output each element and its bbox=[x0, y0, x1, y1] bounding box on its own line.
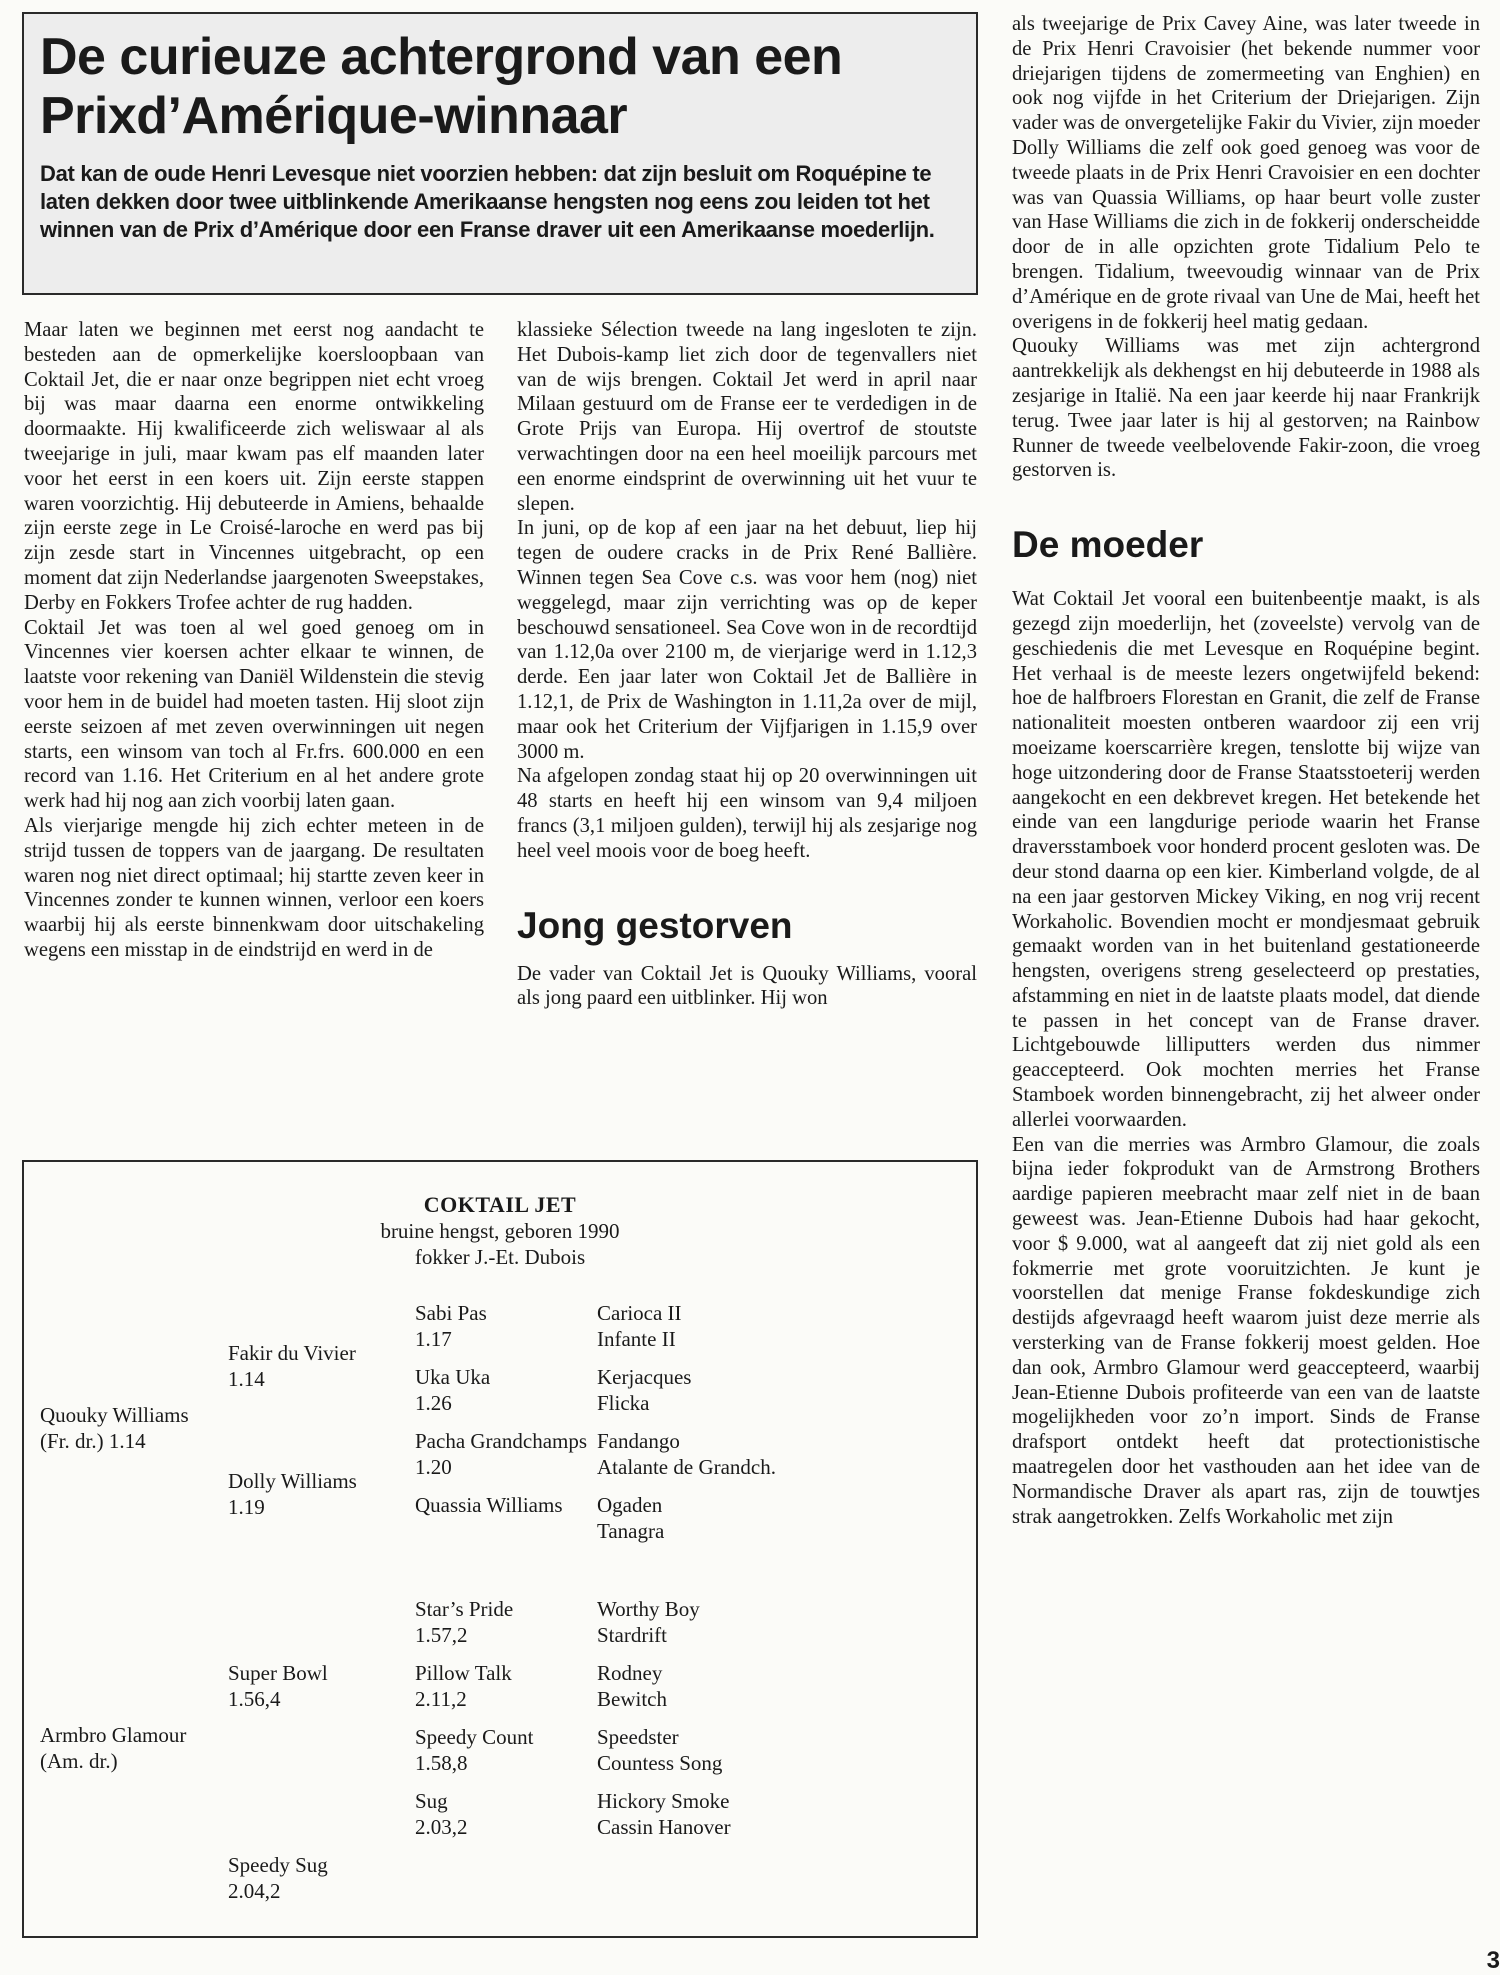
pedigree-name: Fakir du Vivier bbox=[228, 1341, 356, 1365]
pedigree-name: Fandango bbox=[597, 1429, 680, 1453]
paragraph: Quouky Williams was met zijn achtergrond aantrekkelijk als dekhengst en hij debuteerde in 1988 als zesjarige in Italië. Na een jaar keerde hij naar Frankrijk terug. Twee jaar later is hij al gestorven; na Rainbow Runner de tweede veelbelovende Fakir-zoon, die vroeg gestorven is. bbox=[1012, 335, 1480, 482]
pedigree-gen4-7 bbox=[597, 1724, 722, 1776]
pedigree-table bbox=[22, 1160, 978, 1938]
pedigree-name: Armbro Glamour bbox=[40, 1723, 187, 1747]
pedigree-gen4-4 bbox=[597, 1492, 664, 1544]
pedigree-name: Ogaden bbox=[597, 1493, 663, 1517]
pedigree-gen4-5 bbox=[597, 1596, 700, 1648]
pedigree-record: 1.56,4 bbox=[228, 1687, 281, 1711]
pedigree-record: 1.57,2 bbox=[415, 1623, 468, 1647]
pedigree-record: 1.17 bbox=[415, 1327, 452, 1351]
pedigree-name: Kerjacques bbox=[597, 1365, 692, 1389]
pedigree-name: Flicka bbox=[597, 1391, 650, 1415]
text-column-3 bbox=[1012, 12, 1480, 1962]
pedigree-header bbox=[24, 1192, 976, 1270]
pedigree-name: Pillow Talk bbox=[415, 1661, 512, 1685]
pedigree-name: Dolly Williams bbox=[228, 1469, 357, 1493]
pedigree-name: Rodney bbox=[597, 1661, 663, 1685]
pedigree-record: (Fr. dr.) 1.14 bbox=[40, 1429, 146, 1453]
paragraph: Maar laten we beginnen met eerst nog aandacht te besteden aan de opmerkelijke koersloopbaan van Coktail Jet, die er naar onze begrippen niet echt vroeg bij was maar daarna een enorme ontwikkeling doormaakte. Hij kwalificeerde zich weliswaar al als tweejarige in juli, maar kwam pas elf maanden later voor het eerst in een koers uit. Zijn eerste stappen waren voorzichtig. Hij debuteerde in Amiens, behaalde zijn eerste zege in Le Croisé-laroche en werd pas bij zijn zesde start in Vincennes uitgebracht, op een moment dat zijn Nederlandse jaargenoten Sweepstakes, Derby en Fokkers Trofee achter de rug hadden. bbox=[24, 319, 484, 614]
pedigree-gen3-4 bbox=[415, 1492, 563, 1518]
pedigree-gen4-2 bbox=[597, 1364, 691, 1416]
pedigree-record: 1.19 bbox=[228, 1495, 265, 1519]
pedigree-name: Pacha Grandchamps bbox=[415, 1429, 588, 1453]
pedigree-name: Cassin Hanover bbox=[597, 1815, 731, 1839]
pedigree-gen3-2 bbox=[415, 1364, 490, 1416]
section-heading: Jong gestorven bbox=[517, 904, 793, 946]
section-heading: De moeder bbox=[1012, 524, 1204, 566]
pedigree-record: 2.04,2 bbox=[228, 1879, 281, 1903]
pedigree-record: 2.11,2 bbox=[415, 1687, 467, 1711]
horse-breeder: fokker J.-Et. Dubois bbox=[414, 1245, 586, 1269]
article-intro: Dat kan de oude Henri Levesque niet voorzien hebben: dat zijn besluit om Roquépine te laten dekken door twee uitblinkende Amerikaanse hengsten nog eens zou leiden tot het winnen van de Prix d’Amérique door een Franse draver uit een Amerikaanse moederlijn. bbox=[40, 161, 935, 242]
pedigree-gen4-6 bbox=[597, 1660, 667, 1712]
pedigree-gen4-1 bbox=[597, 1300, 682, 1352]
text-column-2 bbox=[517, 318, 977, 1140]
paragraph: Na afgelopen zondag staat hij op 20 overwinningen uit 48 starts en heeft hij een winsom van 9,4 miljoen francs (3,1 miljoen gulden), terwijl hij als zesjarige nog heel veel moois voor de boeg heeft. bbox=[517, 765, 977, 862]
headline-box bbox=[22, 12, 978, 295]
pedigree-record: 1.26 bbox=[415, 1391, 452, 1415]
pedigree-gen2-3 bbox=[228, 1660, 328, 1712]
article-title: De curieuze achtergrond van een Prixd’Amérique-winnaar bbox=[40, 28, 843, 145]
paragraph: In juni, op de kop af een jaar na het debuut, liep hij tegen de oudere cracks in de Prix René Ballière. Winnen tegen Sea Cove c.s. was voor hem (nog) niet weggelegd, maar zijn verrichting was op de keper beschouwd sensationeel. Sea Cove won in de recordtijd van 1.12,0a over 2100 m, de vierjarige werd in 1.12,3 derde. Een jaar later won Coktail Jet de Ballière in 1.12,1, de Prix de Washington in 1.11,2a over de mijl, maar ook het Criterium der Vijfjarigen in 1.15,9 over 3000 m. bbox=[517, 517, 977, 763]
pedigree-name: Star’s Pride bbox=[415, 1597, 514, 1621]
pedigree-name: Speedy Sug bbox=[228, 1853, 328, 1877]
pedigree-sire bbox=[40, 1402, 189, 1454]
pedigree-record: 1.58,8 bbox=[415, 1751, 468, 1775]
pedigree-name: Uka Uka bbox=[415, 1365, 491, 1389]
page-number: 3 bbox=[1486, 1947, 1500, 1974]
pedigree-gen3-6 bbox=[415, 1660, 512, 1712]
paragraph: Coktail Jet was toen al wel goed genoeg om in Vincennes vier koersen achter elkaar te winnen, de laatste voor rekening van Daniël Wildenstein die stevig voor hem in de buidel had moeten tasten. Hij sloot zijn eerste seizoen af met zeven overwinningen uit negen starts, een winsom van toch al Fr.frs. 600.000 en een record van 1.16. Het Criterium en al het andere grote werk had hij nog aan zich voorbij laten gaan. bbox=[24, 616, 484, 813]
pedigree-name: Quassia Williams bbox=[415, 1493, 563, 1517]
pedigree-name: Speedy Count bbox=[415, 1725, 534, 1749]
pedigree-record: 2.03,2 bbox=[415, 1815, 468, 1839]
text-column-1 bbox=[24, 318, 484, 1140]
pedigree-name: Countess Song bbox=[597, 1751, 723, 1775]
horse-description: bruine hengst, geboren 1990 bbox=[380, 1219, 620, 1243]
paragraph: De vader van Coktail Jet is Quouky Williams, vooral als jong paard een uitblinker. Hij won bbox=[517, 962, 977, 1010]
pedigree-gen3-5 bbox=[415, 1596, 513, 1648]
pedigree-gen4-3 bbox=[597, 1428, 776, 1480]
horse-name: COKTAIL JET bbox=[423, 1192, 577, 1217]
pedigree-record: 1.20 bbox=[415, 1455, 452, 1479]
pedigree-name: Sabi Pas bbox=[415, 1301, 487, 1325]
pedigree-record: (Am. dr.) bbox=[40, 1749, 118, 1773]
pedigree-name: Carioca II bbox=[597, 1301, 682, 1325]
pedigree-gen4-8 bbox=[597, 1788, 731, 1840]
pedigree-gen2-4 bbox=[228, 1852, 328, 1904]
paragraph: klassieke Sélection tweede na lang ingesloten te zijn. Het Dubois-kamp liet zich door de tegenvallers niet van de wijs brengen. Coktail Jet werd in april naar Milaan gestuurd om de Franse eer te verdedigen in de Grote Prijs van Europa. Hij overtrof de stoutste verwachtingen door na een heel moeilijk parcours met een enorme eindsprint de overwinning uit het vuur te slepen. bbox=[517, 319, 977, 515]
pedigree-name: Sug bbox=[415, 1789, 448, 1813]
pedigree-name: Stardrift bbox=[597, 1623, 667, 1647]
pedigree-gen2-1 bbox=[228, 1340, 356, 1392]
paragraph: Wat Coktail Jet vooral een buitenbeentje maakt, is als gezegd zijn moederlijn, het (zoveelste) vervolg van de geschiedenis die met Levesque en Roquépine begint. Het verhaal is de meeste lezers ongetwijfeld bekend: hoe de halfbroers Florestan en Granit, die zelf de Franse nationaliteit moesten ontberen waardoor zij een vrij moeizame koerscarrière kregen, tenslotte bij wijze van hoge uitzondering door de Franse Staatsstoeterij werden aangekocht en een dekbrevet kregen. Het betekende het einde van een langdurige periode waarin het Franse draversstamboek voor honderd procent gesloten was. De deur stond daarna op een kier. Kimberland volgde, de al na een jaar gestorven Mickey Viking, en nog vrij recent Workaholic. Bovendien mocht er mondjesmaat gebruik gemaakt worden van in het buitenland gestationeerde hengsten, overigens streng geselecteerd op prestaties, afstamming en niet in de laatste plaats model, dat diende te passen in het concept van de Franse draver. Lichtgebouwde lilliputters werden dus nimmer geaccepteerd. Ook mochten merries het Franse Stamboek worden binnengebracht, zij het alweer onder allerlei voorwaarden. bbox=[1012, 588, 1480, 1131]
pedigree-name: Quouky Williams bbox=[40, 1403, 189, 1427]
paragraph: Een van die merries was Armbro Glamour, die zoals bijna ieder fokprodukt van de Armstrong Brothers aardige papieren meebracht maar zelf niet in de baan geweest was. Jean-Etienne Dubois had haar gekocht, voor $ 9.000, wat al aangeeft dat zij niet gold als een fokmerrie met grote vooruitzichten. Je kunt je voorstellen dat menige Franse fokdeskundige zich destijds afgevraagd heeft waarom juist deze merrie als versterking van de Franse fokkerij moest gelden. Hoe dan ook, Armbro Glamour werd geaccepteerd, waarbij Jean-Etienne Dubois profiteerde van een van de laatste mogelijkheden voor zo’n import. Sinds de Franse drafsport ontdekt heeft dat protectionistische maatregelen door het vasthouden aan het idee van de Normandische Draver als apart ras, zijn de touwtjes strak aangetrokken. Zelfs Workaholic met zijn bbox=[1012, 1133, 1480, 1528]
pedigree-gen3-8 bbox=[415, 1788, 468, 1840]
pedigree-name: Tanagra bbox=[597, 1519, 665, 1543]
pedigree-name: Hickory Smoke bbox=[597, 1789, 730, 1813]
pedigree-name: Speedster bbox=[597, 1725, 679, 1749]
pedigree-gen3-1 bbox=[415, 1300, 487, 1352]
paragraph: Als vierjarige mengde hij zich echter meteen in de strijd tussen de toppers van de jaargang. De resultaten waren nog niet direct optimaal; hij startte zeven keer in Vincennes zonder te kunnen winnen, verloor een koers waarbij hij als eerste binnenkwam door uitschakeling wegens een misstap in de eindstrijd en werd in de bbox=[24, 814, 484, 961]
pedigree-name: Super Bowl bbox=[228, 1661, 328, 1685]
pedigree-dam bbox=[40, 1722, 186, 1774]
pedigree-name: Atalante de Grandch. bbox=[597, 1455, 777, 1479]
pedigree-record: 1.14 bbox=[228, 1367, 265, 1391]
pedigree-name: Infante II bbox=[597, 1327, 676, 1351]
pedigree-gen3-3 bbox=[415, 1428, 587, 1480]
pedigree-name: Worthy Boy bbox=[597, 1597, 700, 1621]
pedigree-name: Bewitch bbox=[597, 1687, 667, 1711]
pedigree-gen2-2 bbox=[228, 1468, 357, 1520]
pedigree-gen3-7 bbox=[415, 1724, 533, 1776]
paragraph: als tweejarige de Prix Cavey Aine, was later tweede in de Prix Henri Cravoisier (het bekende nummer voor driejarigen tijdens de zomermeeting van Enghien) en ook nog vijfde in het Criterium der Driejarigen. Zijn vader was de onvergetelijke Fakir du Vivier, zijn moeder Dolly Williams die zelf ook goed genoeg was voor de tweede plaats in de Prix Henri Cravoisier en een dochter was van Quassia Williams, op haar beurt volle zuster van Hase Williams die zich in de fokkerij onderscheidde door de in alle opzichten grote Tidalium Pelo te brengen. Tidalium, tweevoudig winnaar van de Prix d’Amérique en de grote rivaal van Une de Mai, heeft het overigens in de fokkerij heel matig gedaan. bbox=[1012, 13, 1480, 333]
